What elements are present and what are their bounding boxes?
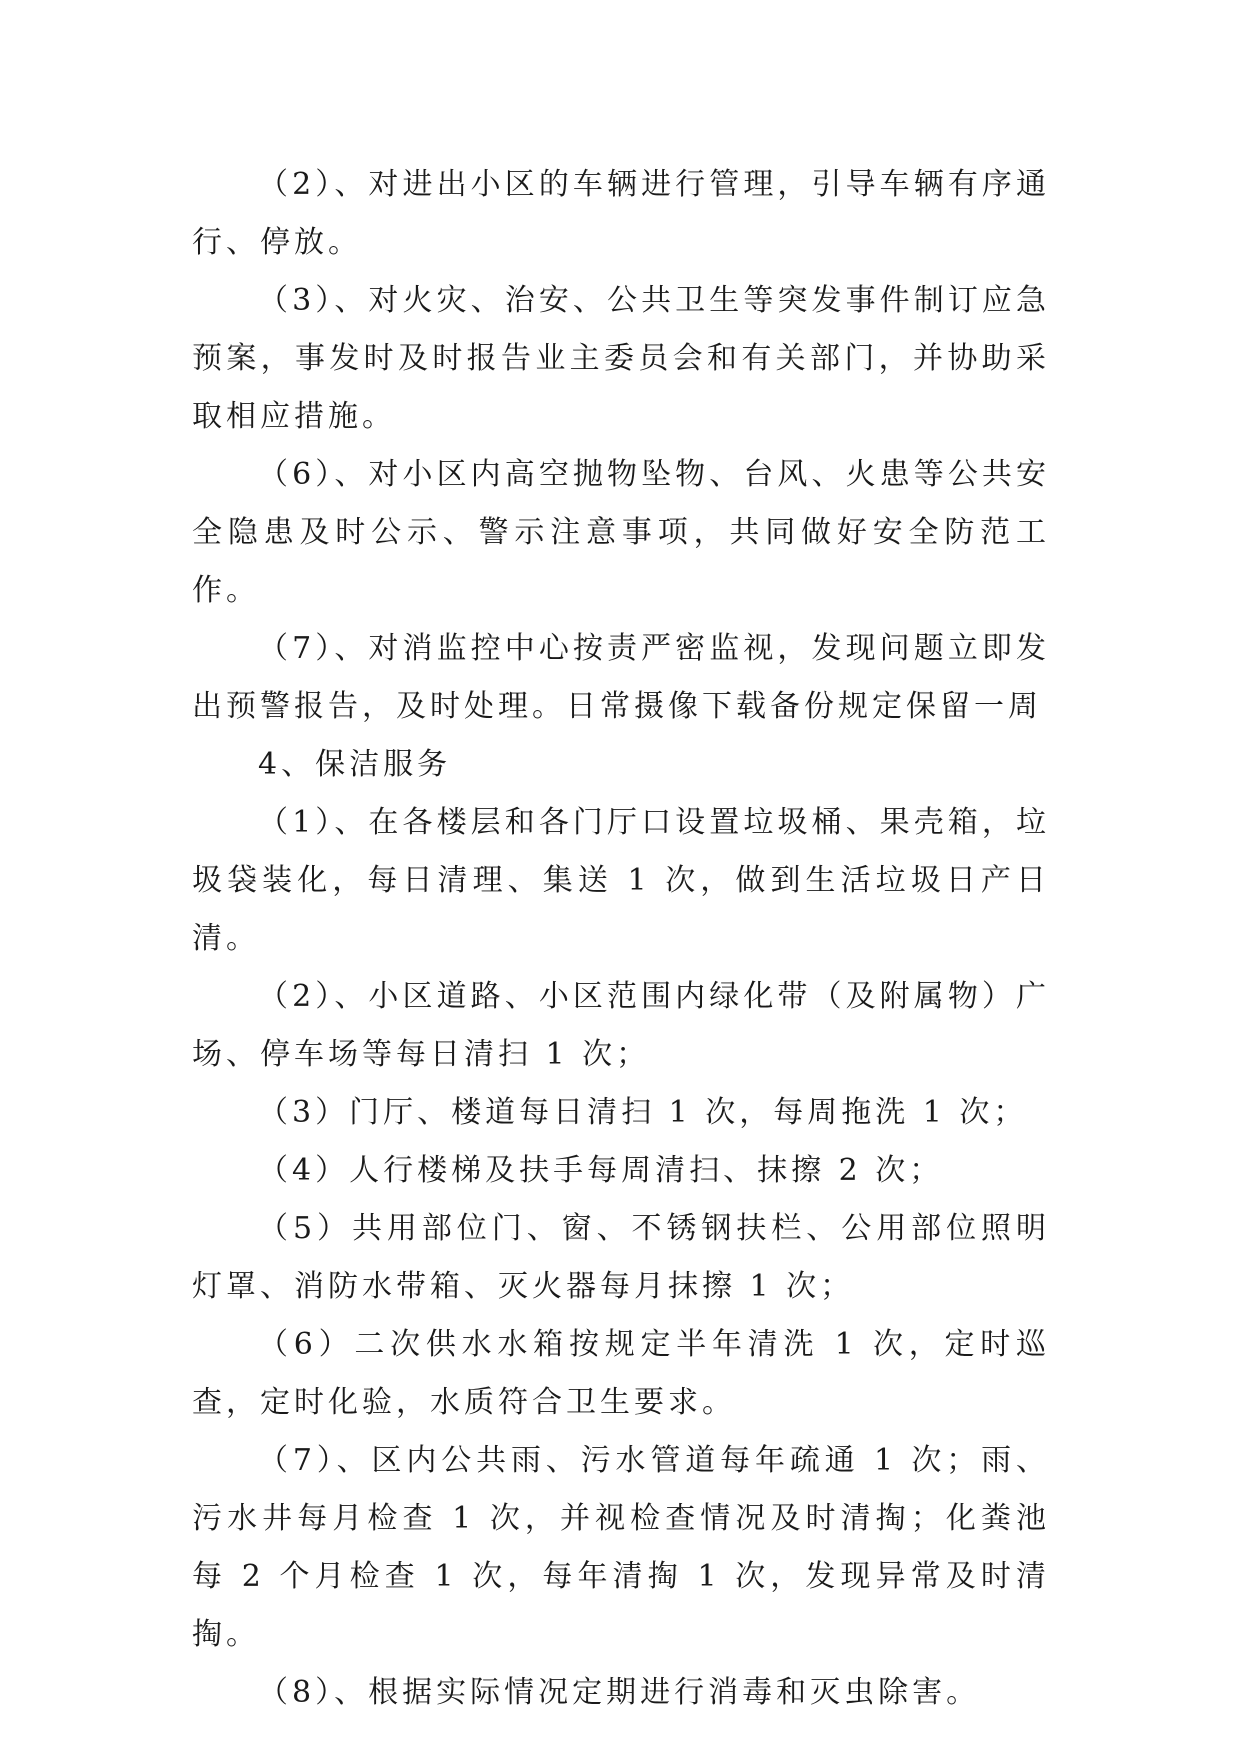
- paragraph: （2）、小区道路、小区范围内绿化带（及附属物）广场、停车场等每日清扫 1 次；: [192, 979, 1050, 1072]
- paragraph: （3）门厅、楼道每日清扫 1 次，每周拖洗 1 次；: [258, 1095, 1028, 1130]
- section-heading: 4、保洁服务: [258, 747, 452, 782]
- paragraph: （4）人行楼梯及扶手每周清扫、抹擦 2 次；: [258, 1153, 944, 1188]
- paragraph: （3）、对火灾、治安、公共卫生等突发事件制订应急预案，事发时及时报告业主委员会和有关部门，并协助采取相应措施。: [192, 283, 1050, 434]
- paragraph: （2）、对进出小区的车辆进行管理，引导车辆有序通行、停放。: [192, 167, 1050, 260]
- document-body: [192, 156, 1050, 1722]
- paragraph: （6）二次供水水箱按规定半年清洗 1 次，定时巡查，定时化验，水质符合卫生要求。: [192, 1327, 1050, 1420]
- paragraph: （8）、根据实际情况定期进行消毒和灭虫除害。: [258, 1675, 981, 1710]
- paragraph: （6）、对小区内高空抛物坠物、台风、火患等公共安全隐患及时公示、警示注意事项，共同做好安全防范工作。: [192, 457, 1050, 608]
- paragraph: （7）、区内公共雨、污水管道每年疏通 1 次；雨、污水井每月检查 1 次，并视检查情况及时清掏；化粪池每 2 个月检查 1 次，每年清掏 1 次，发现异常及时清掏。: [192, 1443, 1050, 1652]
- paragraph: （5）共用部位门、窗、不锈钢扶栏、公用部位照明灯罩、消防水带箱、灭火器每月抹擦 1 次；: [192, 1211, 1050, 1304]
- paragraph: （7）、对消监控中心按责严密监视，发现问题立即发出预警报告，及时处理。日常摄像下载备份规定保留一周: [192, 631, 1050, 724]
- paragraph: （1）、在各楼层和各门厅口设置垃圾桶、果壳箱，垃圾袋装化，每日清理、集送 1 次，做到生活垃圾日产日清。: [192, 805, 1050, 956]
